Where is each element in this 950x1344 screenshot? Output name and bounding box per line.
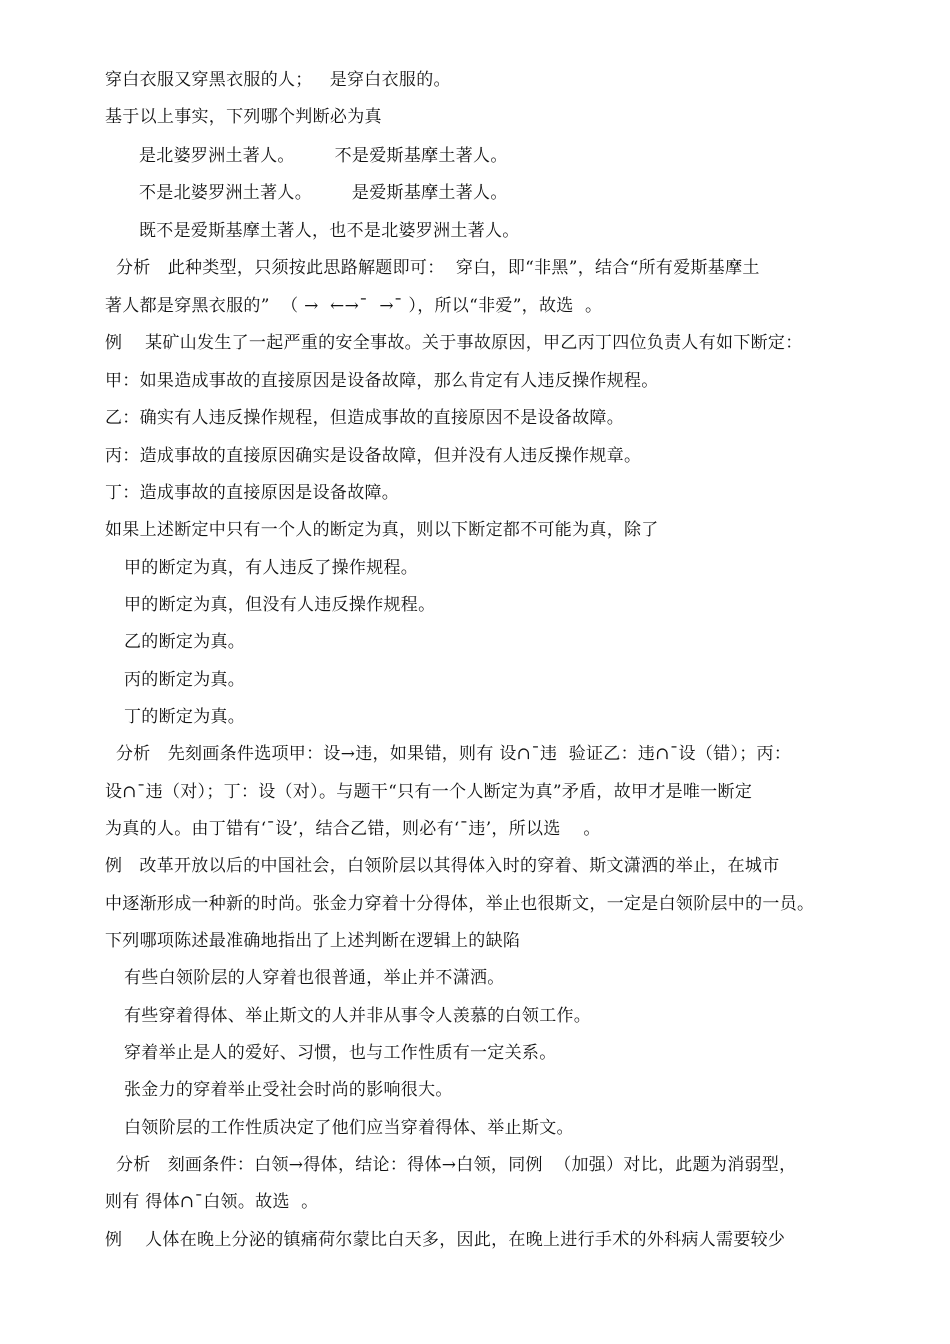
analysis-line: 设∩ˉ违（对）；丁：设（对）。与题干“只有一个人断定为真”矛盾，故甲才是唯一断定	[105, 782, 753, 802]
text-line: 下列哪项陈述最准确地指出了上述判断在逻辑上的缺陷	[105, 931, 521, 951]
text-line: 如果上述断定中只有一个人的断定为真，则以下断定都不可能为真，除了	[105, 520, 659, 540]
analysis-line: 分析 刻画条件：白领→得体，结论：得体→白领，同例 （加强）对比，此题为消弱型，	[116, 1155, 797, 1175]
text-line: 穿白衣服又穿黑衣服的人； 是穿白衣服的。	[105, 70, 451, 90]
option-line: 不是北婆罗洲土著人。 是爱斯基摩土著人。	[139, 183, 508, 203]
text-line: 丙：造成事故的直接原因确实是设备故障，但并没有人违反操作规章。	[105, 446, 642, 466]
option-line: 甲的断定为真，有人违反了操作规程。	[124, 558, 419, 578]
option-line: 有些白领阶层的人穿着也很普通，举止并不潇洒。	[124, 968, 505, 988]
option-line: 丙的断定为真。	[124, 670, 246, 690]
option-line: 穿着举止是人的爱好、习惯，也与工作性质有一定关系。	[124, 1043, 557, 1063]
option-line: 乙的断定为真。	[124, 632, 246, 652]
example-line: 例 改革开放以后的中国社会，白领阶层以其得体入时的穿着、斯文潇洒的举止，在城市	[105, 856, 780, 876]
text-line: 甲：如果造成事故的直接原因是设备故障，那么肯定有人违反操作规程。	[105, 371, 659, 391]
example-line: 例 人体在晚上分泌的镇痛荷尔蒙比白天多，因此，在晚上进行手术的外科病人需要较少	[105, 1230, 786, 1250]
option-line: 有些穿着得体、举止斯文的人并非从事令人羡慕的白领工作。	[124, 1006, 592, 1026]
option-line: 丁的断定为真。	[124, 707, 246, 727]
analysis-line: 著人都是穿黑衣服的” （ → ←→ˉ →ˉ ），所以“非爱”，故选 。	[105, 296, 603, 316]
text-line: 丁：造成事故的直接原因是设备故障。	[105, 483, 400, 503]
option-line: 白领阶层的工作性质决定了他们应当穿着得体、举止斯文。	[124, 1118, 574, 1138]
option-line: 甲的断定为真，但没有人违反操作规程。	[124, 595, 436, 615]
analysis-line: 分析 此种类型，只须按此思路解题即可： 穿白，即“非黑”，结合“所有爱斯基摩土	[116, 258, 760, 278]
text-line: 基于以上事实，下列哪个判断必为真	[105, 107, 382, 127]
example-line: 例 某矿山发生了一起严重的安全事故。关于事故原因，甲乙丙丁四位负责人有如下断定：	[105, 333, 803, 353]
option-line: 既不是爱斯基摩土著人，也不是北婆罗洲土著人。	[139, 221, 520, 241]
analysis-line: 则有 得体∩ˉ白领。故选 。	[105, 1192, 319, 1212]
analysis-line: 分析 先刻画条件选项甲：设→违，如果错，则有 设∩ˉ违 验证乙：违∩ˉ设（错）；丙：	[116, 744, 792, 764]
analysis-line: 为真的人。由丁错有‘ˉ设’，结合乙错，则必有‘ˉ违’，所以选 。	[105, 819, 601, 839]
text-line: 乙：确实有人违反操作规程，但造成事故的直接原因不是设备故障。	[105, 408, 624, 428]
option-line: 是北婆罗洲土著人。 不是爱斯基摩土著人。	[139, 146, 508, 166]
text-line: 中逐渐形成一种新的时尚。张金力穿着十分得体，举止也很斯文，一定是白领阶层中的一员。	[105, 894, 815, 914]
option-line: 张金力的穿着举止受社会时尚的影响很大。	[124, 1080, 453, 1100]
